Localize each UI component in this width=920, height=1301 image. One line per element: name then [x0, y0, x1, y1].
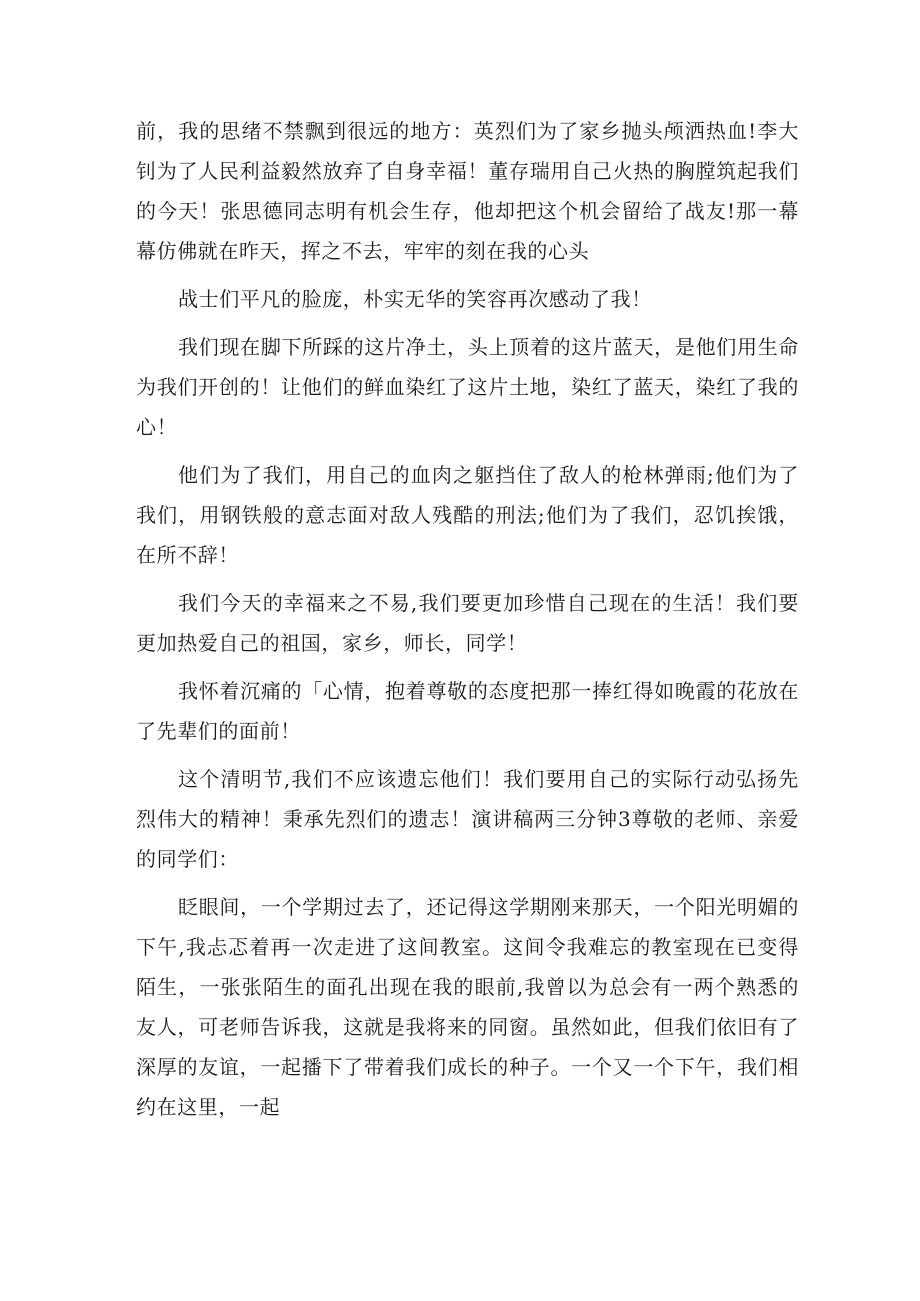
paragraph: 我们今天的幸福来之不易,我们要更加珍惜自己现在的生活！我们要更加热爱自己的祖国，家乡，师长，同学！ — [136, 591, 799, 655]
paragraph: 我们现在脚下所踩的这片净土，头上顶着的这片蓝天，是他们用生命为我们开创的！让他们的鲜血染红了这片土地，染红了蓝天，染红了我的心！ — [136, 335, 799, 439]
body-text — [136, 111, 799, 1135]
paragraph: 我怀着沉痛的「心情，抱着尊敬的态度把那一捧红得如晚霞的花放在了先辈们的面前！ — [136, 679, 799, 743]
paragraph: 战士们平凡的脸庞，朴实无华的笑容再次感动了我！ — [178, 287, 652, 311]
paragraph: 他们为了我们，用自己的血肉之躯挡住了敌人的枪林弹雨;他们为了我们，用钢铁般的意志面对敌人残酷的刑法;他们为了我们，忍饥挨饿，在所不辞！ — [136, 463, 799, 567]
paragraph-continuation: 前，我的思绪不禁飘到很远的地方：英烈们为了家乡抛头颅洒热血!李大钊为了人民利益毅然放弃了自身幸福！董存瑞用自己火热的胸膛筑起我们的今天！张思德同志明有机会生存，他却把这个机会留给了战友!那一幕幕仿佛就在昨天，挥之不去，牢牢的刻在我的心头 — [136, 119, 799, 263]
paragraph: 眨眼间，一个学期过去了，还记得这学期刚来那天，一个阳光明媚的下午,我忐忑着再一次走进了这间教室。这间令我难忘的教室现在已变得陌生，一张张陌生的面孔出现在我的眼前,我曾以为总会有一两个熟悉的友人，可老师告诉我，这就是我将来的同窗。虽然如此，但我们依旧有了深厚的友谊，一起播下了带着我们成长的种子。一个又一个下午，我们相约在这里，一起 — [136, 895, 799, 1119]
paragraph: 这个清明节,我们不应该遗忘他们！我们要用自己的实际行动弘扬先烈伟大的精神！秉承先烈们的遗志！演讲稿两三分钟3尊敬的老师、亲爱的同学们： — [136, 767, 799, 871]
